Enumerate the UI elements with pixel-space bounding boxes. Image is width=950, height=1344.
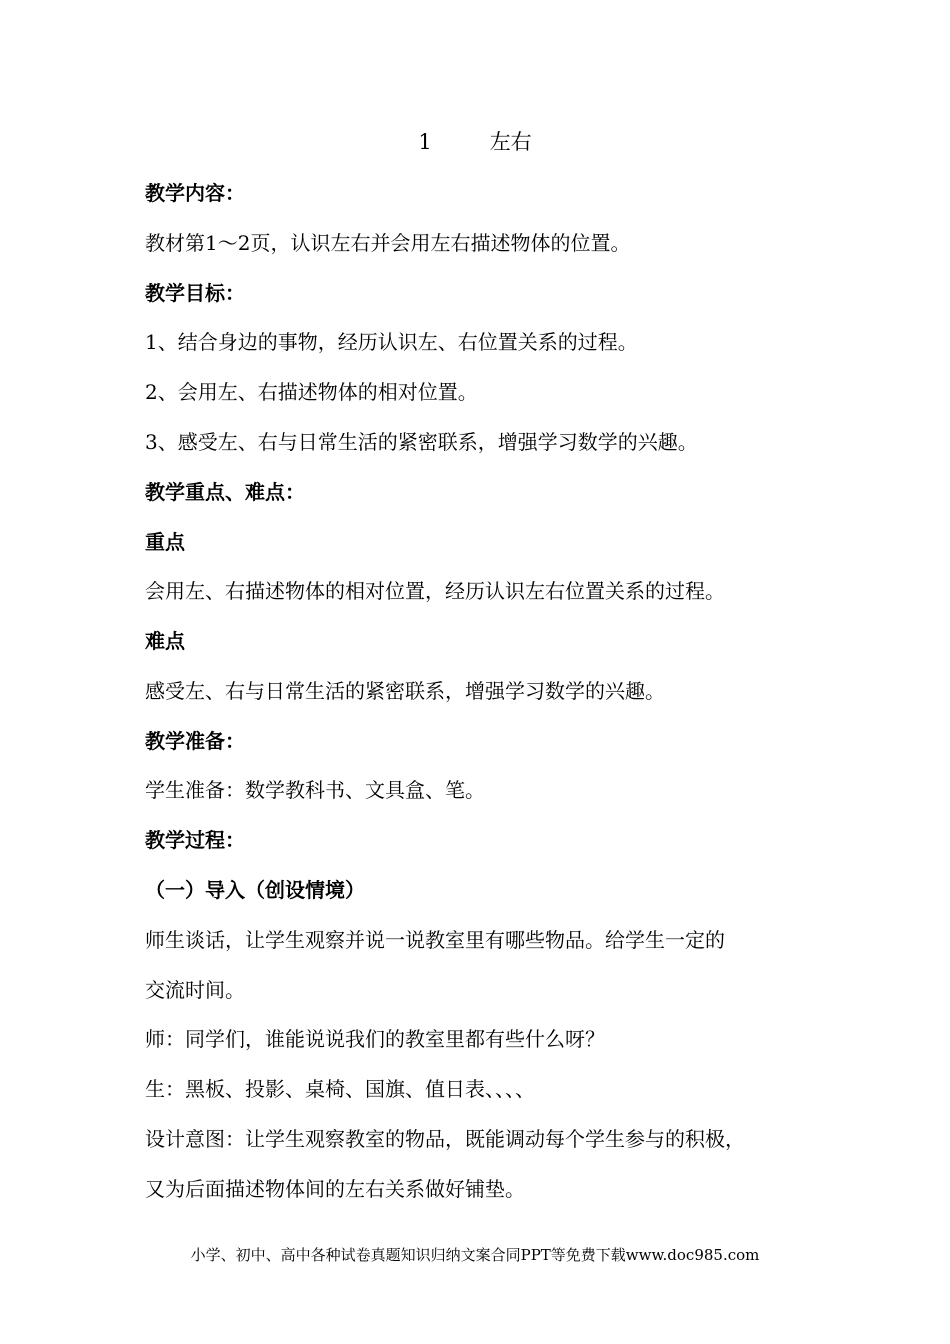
intro-heading: （一）导入（创设情境） bbox=[145, 878, 365, 902]
intro-text-line-1: 师生谈话，让学生观察并说一说教室里有哪些物品。给学生一定的 bbox=[145, 928, 725, 952]
student-dialogue: 生：黑板、投影、桌椅、国旗、值日表、、、、 bbox=[145, 1077, 535, 1101]
design-intent-line-1: 设计意图：让学生观察教室的物品，既能调动每个学生参与的积极， bbox=[145, 1127, 745, 1151]
page-footer: 小学、初中、高中各种试卷真题知识归纳文案合同PPT等免费下载www.doc985.com bbox=[190, 1246, 760, 1264]
title-number: 1 bbox=[418, 130, 432, 154]
difficulty-label: 难点 bbox=[145, 629, 185, 653]
intro-text-line-2: 交流时间。 bbox=[145, 978, 245, 1002]
key-point-label: 重点 bbox=[145, 530, 185, 554]
content-text: 教材第1～2页，认识左右并会用左右描述物体的位置。 bbox=[145, 231, 631, 255]
goal-item-2: 2、会用左、右描述物体的相对位置。 bbox=[145, 380, 478, 404]
key-point-text: 会用左、右描述物体的相对位置，经历认识左右位置关系的过程。 bbox=[145, 579, 725, 603]
teacher-dialogue: 师：同学们，谁能说说我们的教室里都有些什么呀？ bbox=[145, 1027, 605, 1051]
key-points-heading: 教学重点、难点： bbox=[145, 480, 305, 504]
content-heading: 教学内容： bbox=[145, 181, 245, 205]
difficulty-text: 感受左、右与日常生活的紧密联系，增强学习数学的兴趣。 bbox=[145, 679, 665, 703]
goals-heading: 教学目标： bbox=[145, 281, 245, 305]
preparation-heading: 教学准备： bbox=[145, 729, 245, 753]
page-title bbox=[0, 128, 950, 156]
design-intent-line-2: 又为后面描述物体间的左右关系做好铺垫。 bbox=[145, 1177, 525, 1201]
goal-item-1: 1、结合身边的事物，经历认识左、右位置关系的过程。 bbox=[145, 330, 638, 354]
goal-item-3: 3、感受左、右与日常生活的紧密联系，增强学习数学的兴趣。 bbox=[145, 430, 698, 454]
preparation-text: 学生准备：数学教科书、文具盒、笔。 bbox=[145, 778, 485, 802]
process-heading: 教学过程： bbox=[145, 828, 245, 852]
title-text: 左右 bbox=[489, 130, 532, 154]
